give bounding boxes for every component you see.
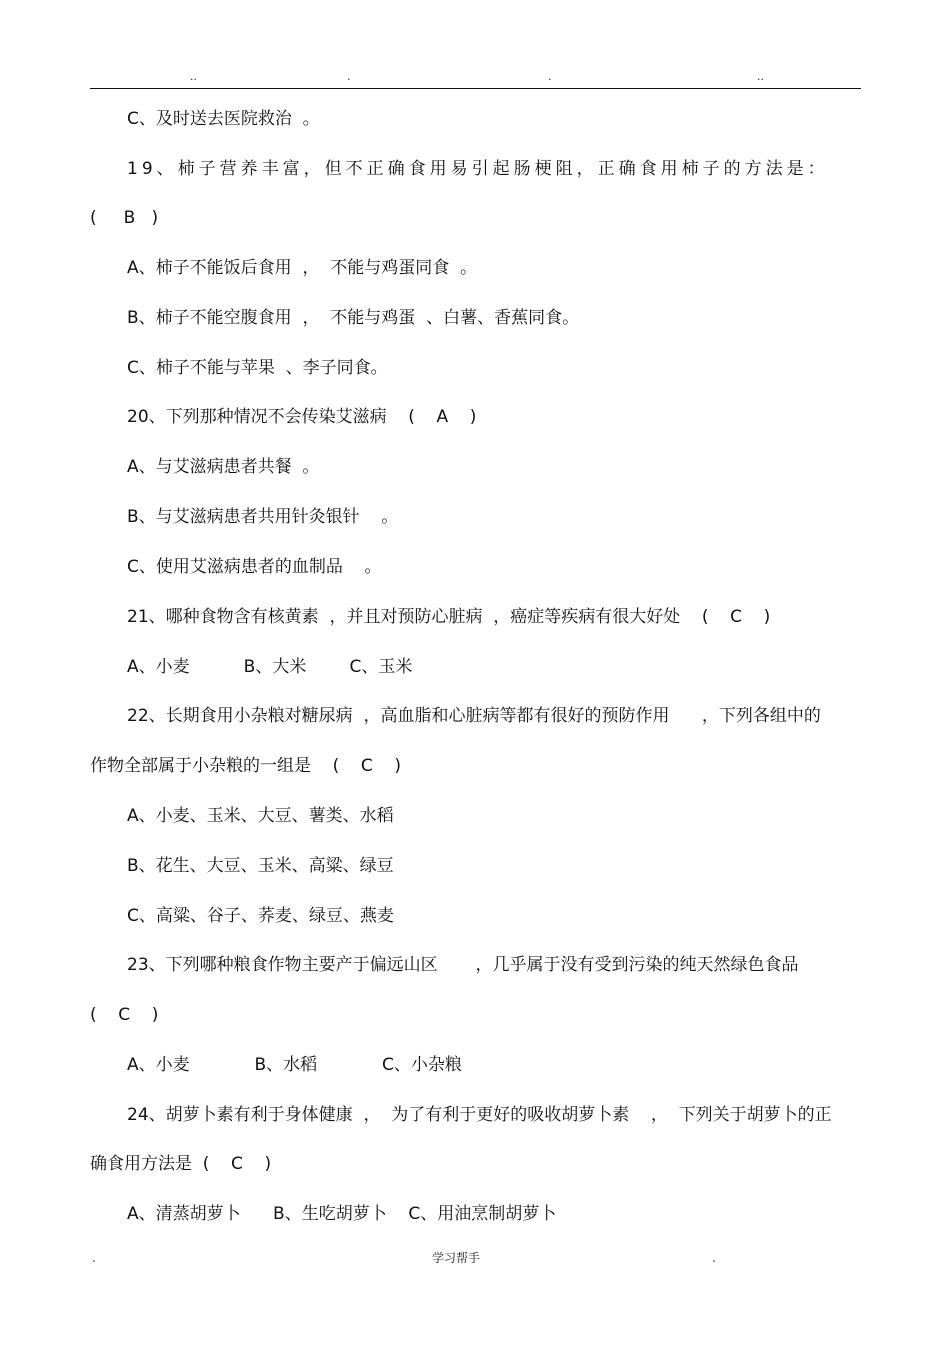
q22-option-c: C、高粱、谷子、荞麦、绿豆、燕麦 [127,906,394,926]
q24-question: 24、胡萝卜素有利于身体健康 ， 为了有利于更好的吸收胡萝卜素 ， 下列关于胡萝卜的正 [127,1105,832,1125]
q19-option-b: B、柿子不能空腹食用 ， 不能与鸡蛋 、白薯、香蕉同食。 [127,308,580,328]
q24-options: A、清蒸胡萝卜 B、生吃胡萝卜 C、用油烹制胡萝卜 [127,1204,557,1224]
q24-question-cont: 确食用方法是 ( C ) [90,1154,272,1174]
header-dot-1: .. [190,70,197,83]
footer-right-dot: . [712,1251,716,1265]
q22-option-b: B、花生、大豆、玉米、高粱、绿豆 [127,856,394,876]
header-dot-2: . [347,70,351,83]
header-dot-4: .. [757,70,764,83]
q19-answer: ( B ) [90,208,159,228]
footer-title: 学习帮手 [432,1251,481,1265]
q20-option-b: B、与艾滋病患者共用针灸银针 。 [127,507,399,527]
q19-option-a: A、柿子不能饭后食用 ， 不能与鸡蛋同食 。 [127,258,478,278]
header-dot-3: . [548,70,552,83]
q21-options: A、小麦 B、大米 C、玉米 [127,657,413,677]
q22-question-cont: 作物全部属于小杂粮的一组是 ( C ) [90,756,401,776]
q22-option-a: A、小麦、玉米、大豆、薯类、水稻 [127,806,394,826]
q21-question: 21、哪种食物含有核黄素 ，并且对预防心脏病 ，癌症等疾病有很大好处 ( C ) [127,607,771,627]
header-rule [90,88,861,89]
q20-option-a: A、与艾滋病患者共餐 。 [127,457,320,477]
q23-question: 23、下列哪种粮食作物主要产于偏远山区 ，几乎属于没有受到污染的纯天然绿色食品 [127,955,799,975]
q22-question: 22、长期食用小杂粮对糖尿病 ，高血脂和心脏病等都有很好的预防作用 ，下列各组中的 [127,706,821,726]
q20-option-c: C、使用艾滋病患者的血制品 。 [127,557,382,577]
q19-option-c: C、柿子不能与苹果 、李子同食。 [127,358,388,378]
footer-left-dot: . [92,1251,96,1265]
q20-question: 20、下列那种情况不会传染艾滋病 ( A ) [127,407,477,427]
q23-options: A、小麦 B、水稻 C、小杂粮 [127,1055,462,1075]
q23-answer: ( C ) [90,1005,159,1025]
q18-option-c: C、及时送去医院救治 。 [127,109,320,129]
q19-question: 19、柿子营养丰富，但不正确食用易引起肠梗阻，正确食用柿子的方法是： [127,159,829,179]
